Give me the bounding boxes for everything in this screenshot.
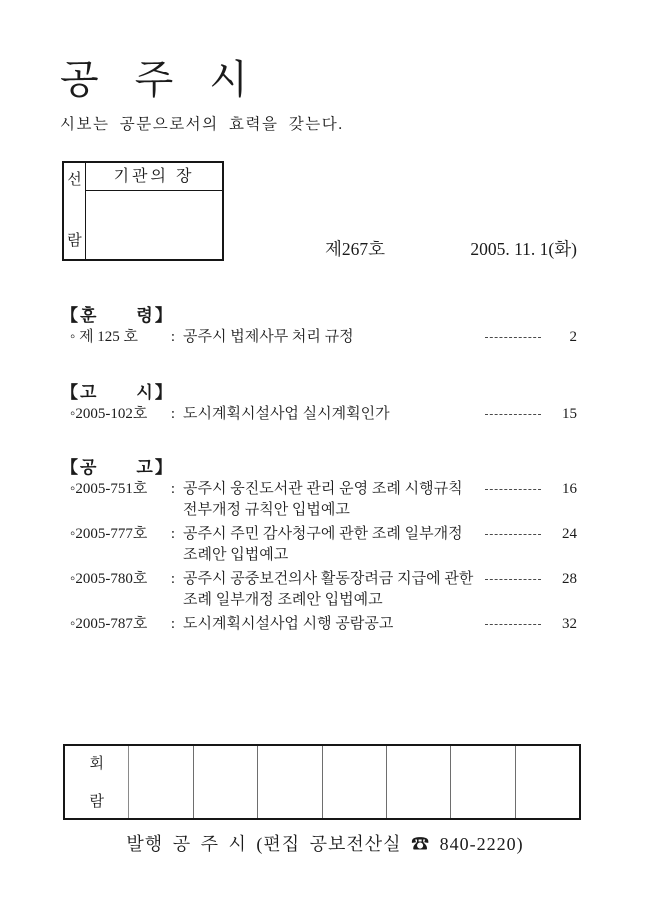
toc-item-line: 공주시 주민 감사청구에 관한 조례 일부개정 [183, 526, 463, 542]
toc-item-colon: : [170, 406, 176, 422]
toc-item [70, 569, 577, 611]
toc-item-desc [183, 569, 485, 611]
approval-side-char-top: 선 [67, 172, 82, 188]
toc-item-line: 전부개정 규칙안 입법예고 [183, 502, 350, 518]
section-heading-gosi: 【고 시】 [61, 383, 174, 402]
toc-item-label: ◦2005-751호 [70, 481, 148, 497]
issue-date: 2005. 11. 1(화) [470, 239, 577, 259]
circulation-empty-cell [194, 746, 258, 818]
circulation-char-top: 회 [89, 756, 104, 772]
toc-item-page: 15 [562, 406, 577, 422]
circulation-empty-cell [258, 746, 322, 818]
approval-box [62, 161, 224, 261]
toc-item-page: 32 [562, 616, 577, 632]
toc-item-line: 조례 일부개정 조례안 입법예고 [183, 592, 383, 608]
issue-number: 제267호 [325, 239, 386, 259]
toc-item-page: 24 [562, 526, 577, 542]
publisher-footer: 발행 공 주 시 (편집 공보전산실 ☎ 840-2220) [126, 834, 524, 854]
toc-item-colon: : [170, 329, 176, 345]
toc-item-line: 공주시 웅진도서관 관리 운영 조례 시행규칙 [183, 481, 463, 497]
circulation-char-bottom: 람 [89, 794, 104, 810]
leader-line [485, 414, 541, 415]
leader-line [485, 337, 541, 338]
toc-item-page: 16 [562, 481, 577, 497]
issue-line [325, 236, 577, 261]
toc-item-label: ◦2005-787호 [70, 616, 148, 632]
toc-item-desc [183, 404, 485, 425]
leader-line [485, 534, 541, 535]
leader-line [485, 579, 541, 580]
leader-line [485, 624, 541, 625]
toc-item-label: ◦2005-777호 [70, 526, 148, 542]
toc-item [70, 614, 577, 635]
toc-item-desc [183, 327, 485, 348]
toc-item-line: 조례안 입법예고 [183, 547, 289, 563]
approval-side-label [64, 163, 86, 259]
circulation-empty-cell [129, 746, 193, 818]
toc-item-line: 공주시 법제사무 처리 규정 [183, 329, 354, 345]
approval-main [86, 163, 222, 259]
toc-item-label: ◦ 제 125 호 [70, 329, 139, 345]
section-heading-gonggo: 【공 고】 [61, 458, 174, 477]
toc-item [70, 404, 577, 425]
toc-item-colon: : [170, 481, 176, 497]
leader-line [485, 489, 541, 490]
toc-item-desc [183, 479, 485, 521]
toc-item-line: 도시계획시설사업 시행 공람공고 [183, 616, 394, 632]
toc-item-colon: : [170, 571, 176, 587]
circulation-empty-cell [387, 746, 451, 818]
section-heading-hunryeong: 【훈 령】 [61, 306, 174, 325]
toc-item-label: ◦2005-780호 [70, 571, 148, 587]
gazette-subtitle: 시보는 공문으로서의 효력을 갖는다. [60, 116, 344, 133]
toc-item-colon: : [170, 616, 176, 632]
toc-item-label: ◦2005-102호 [70, 406, 148, 422]
toc-item [70, 327, 577, 348]
toc-item [70, 479, 577, 521]
toc-item-line: 도시계획시설사업 실시계획인가 [183, 406, 390, 422]
approval-header: 기관의 장 [86, 163, 222, 191]
toc-item-desc [183, 614, 485, 635]
circulation-empty-cell [516, 746, 579, 818]
toc-item-line: 공주시 공중보건의사 활동장려금 지급에 관한 [183, 571, 474, 587]
approval-side-char-bottom: 람 [67, 233, 82, 249]
gazette-title: 공 주 시 [60, 57, 261, 102]
circulation-empty-cell [323, 746, 387, 818]
toc-item-page: 28 [562, 571, 577, 587]
toc-item-page: 2 [569, 329, 577, 345]
circulation-label-cell [65, 746, 129, 818]
toc-item-desc [183, 524, 485, 566]
toc-item [70, 524, 577, 566]
circulation-box [63, 744, 581, 820]
approval-signature-area [86, 191, 222, 259]
toc-item-colon: : [170, 526, 176, 542]
circulation-empty-cell [451, 746, 515, 818]
